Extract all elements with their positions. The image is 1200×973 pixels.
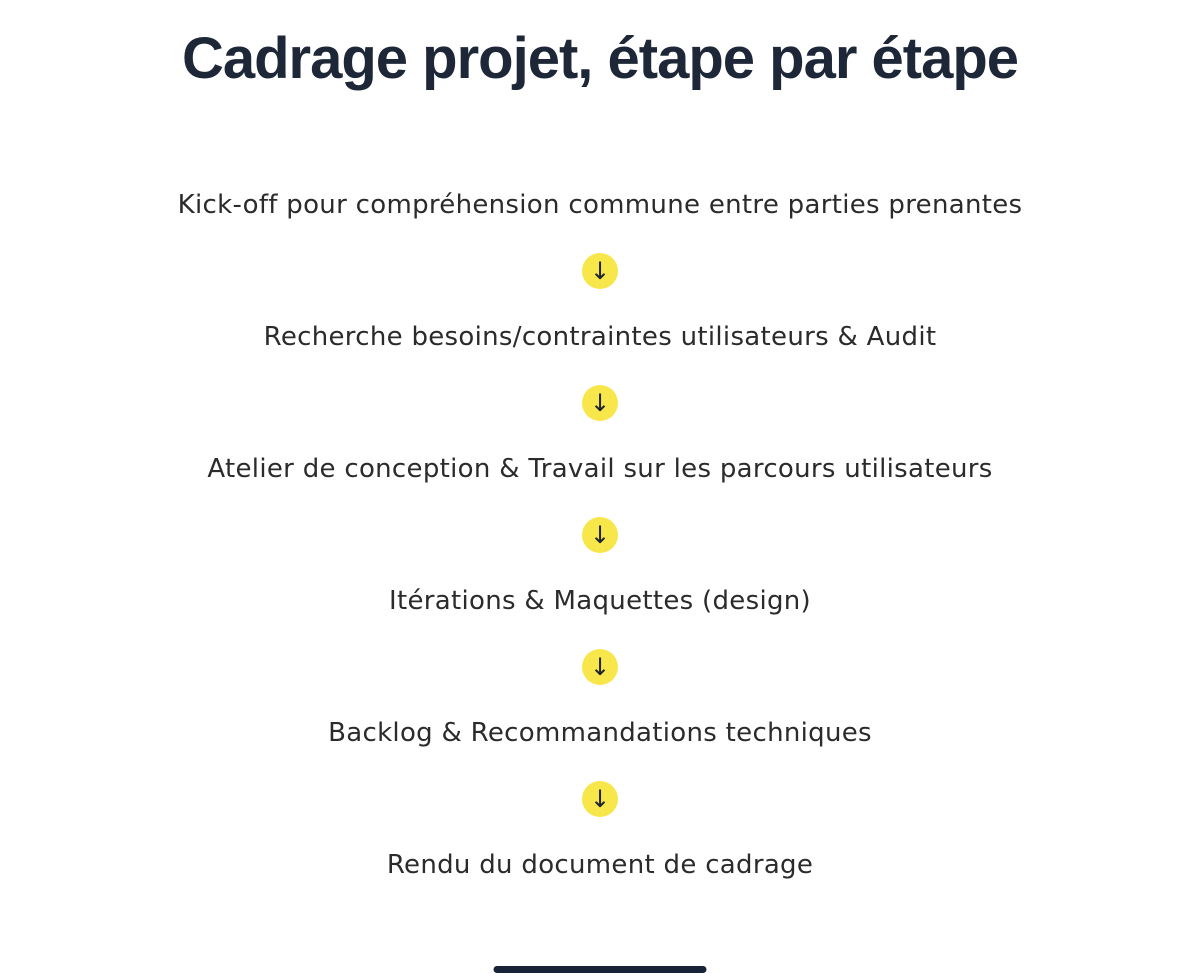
arrow-down-icon xyxy=(582,517,618,553)
flow-step-backlog: Backlog & Recommandations techniques xyxy=(328,717,872,748)
flow-step-atelier: Atelier de conception & Travail sur les parcours utilisateurs xyxy=(207,453,993,484)
arrow-down-glyph: ↓ xyxy=(589,784,611,813)
arrow-down-icon xyxy=(582,781,618,817)
flow-step-iterations: Itérations & Maquettes (design) xyxy=(388,585,811,616)
flow-step-recherche: Recherche besoins/contraintes utilisateurs & Audit xyxy=(263,321,937,352)
flow-step-rendu: Rendu du document de cadrage xyxy=(386,849,814,880)
arrow-down-glyph: ↓ xyxy=(589,388,611,417)
arrow-down-icon xyxy=(582,385,618,421)
arrow-down-icon xyxy=(582,253,618,289)
home-indicator-bar xyxy=(494,966,707,973)
flow-step-kickoff: Kick-off pour compréhension commune entre parties prenantes xyxy=(177,189,1023,220)
page-title: Cadrage projet, étape par étape xyxy=(181,26,1019,91)
arrow-down-glyph: ↓ xyxy=(589,520,611,549)
arrow-down-glyph: ↓ xyxy=(589,652,611,681)
arrow-down-glyph: ↓ xyxy=(589,256,611,285)
arrow-down-icon xyxy=(582,649,618,685)
process-flow xyxy=(0,187,1200,883)
